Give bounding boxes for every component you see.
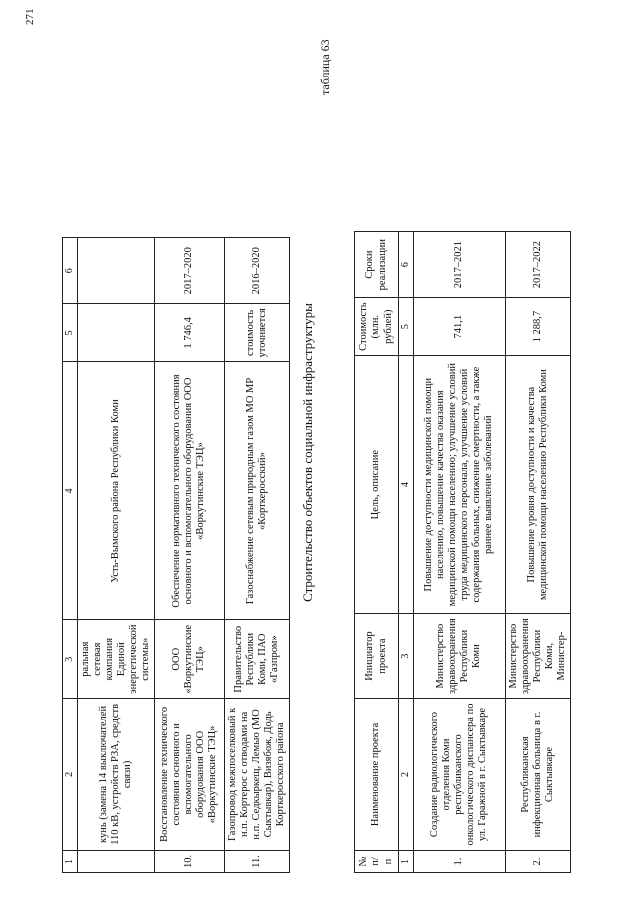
project-cost: 1 288,7 <box>505 298 570 356</box>
row-number: 11. <box>224 850 289 872</box>
table-row <box>77 238 154 873</box>
project-name: Газопровод межпоселковый к н.п. Кортерос с отводами на н.п. Седкыркещ, Лемью (МО Сыктывкар), Визябож, Додь Корткеросского района <box>224 698 289 850</box>
col-number: 6 <box>63 238 78 304</box>
project-cost: 741,1 <box>413 298 505 356</box>
col-number: 1 <box>399 851 414 873</box>
header-number: № п/п <box>355 851 399 873</box>
section-title: Строительство объектов социальной инфраструктуры <box>300 303 315 602</box>
social-infrastructure-table <box>354 231 571 873</box>
col-number: 4 <box>399 356 414 614</box>
row-number: 2. <box>505 851 570 873</box>
table-row <box>413 232 505 873</box>
project-goal: Газоснабжение сетевым природным газом МО МР «Корткеросский» <box>224 362 289 620</box>
project-initiator: Правительство Республики Коми, ПАО «Газпром» <box>224 620 289 698</box>
project-name: Создание радиологического отделения Коми республиканского онкологического диспансера по ул. Гаражной в г. Сыктывкаре <box>413 699 505 851</box>
project-goal: Усть-Вымского района Республики Коми <box>77 362 154 620</box>
header-initiator: Инициатор проекта <box>355 614 399 699</box>
project-period: 2016–2020 <box>224 238 289 304</box>
project-initiator: Министерство здравоохранения Республики Коми <box>413 614 505 699</box>
project-period <box>77 238 154 304</box>
project-initiator: ООО «Воркутинские ТЭЦ» <box>154 620 224 698</box>
header-goal: Цель, описание <box>355 356 399 614</box>
project-period: 2017–2020 <box>154 238 224 304</box>
row-number: 1. <box>413 851 505 873</box>
col-number: 5 <box>399 298 414 356</box>
col-number: 2 <box>399 699 414 851</box>
infrastructure-table-continued <box>62 237 290 873</box>
col-number: 1 <box>63 850 78 872</box>
page-number: 271 <box>24 8 36 25</box>
row-number <box>77 850 154 872</box>
row-number: 10. <box>154 850 224 872</box>
table-header-row <box>355 232 399 873</box>
project-goal: Повышение доступности медицинской помощи населению, повышение качества оказания медицинской помощи населению; улучшение условий труда медицинского персонала, улучшение условий содержания больных, снижение смертности, а также раннее выявление заболеваний <box>413 356 505 614</box>
header-period: Сроки реализации <box>355 232 399 298</box>
col-number: 2 <box>63 698 78 850</box>
project-cost: 1 746,4 <box>154 304 224 362</box>
table-caption: таблица 63 <box>318 39 332 95</box>
table-column-numbers <box>63 238 78 873</box>
project-initiator: ральная сетевая компания Единой энергетической системы» <box>77 620 154 698</box>
project-goal: Повышение уровня доступности и качества медицинской помощи населению Республики Коми <box>505 356 570 614</box>
table-row <box>224 238 289 873</box>
project-goal: Обеспечение нормативного технического состояния основного и вспомогательного оборудования ООО «Воркутинские ТЭЦ» <box>154 362 224 620</box>
project-name: Восстановление технического состояния основного и вспомогательного оборудования ООО «Воркутинские ТЭЦ» <box>154 698 224 850</box>
project-initiator: Министерство здравоохранения Республики Коми, Министер- <box>505 614 570 699</box>
project-cost: стоимость уточняется <box>224 304 289 362</box>
project-name: кунь (замена 14 выключателей 110 кВ, устройств РЗА, средств связи) <box>77 698 154 850</box>
col-number: 5 <box>63 304 78 362</box>
col-number: 6 <box>399 232 414 298</box>
project-name: Республиканская инфекционная больница в г. Сыктывкаре <box>505 699 570 851</box>
header-project-name: Наименование проекта <box>355 699 399 851</box>
col-number: 3 <box>63 620 78 698</box>
project-period: 2017–2021 <box>413 232 505 298</box>
table-row <box>154 238 224 873</box>
col-number: 4 <box>63 362 78 620</box>
header-cost: Стоимость (млн. рублей) <box>355 298 399 356</box>
table-column-numbers <box>399 232 414 873</box>
col-number: 3 <box>399 614 414 699</box>
table-row <box>505 232 570 873</box>
project-cost <box>77 304 154 362</box>
project-period: 2017–2022 <box>505 232 570 298</box>
